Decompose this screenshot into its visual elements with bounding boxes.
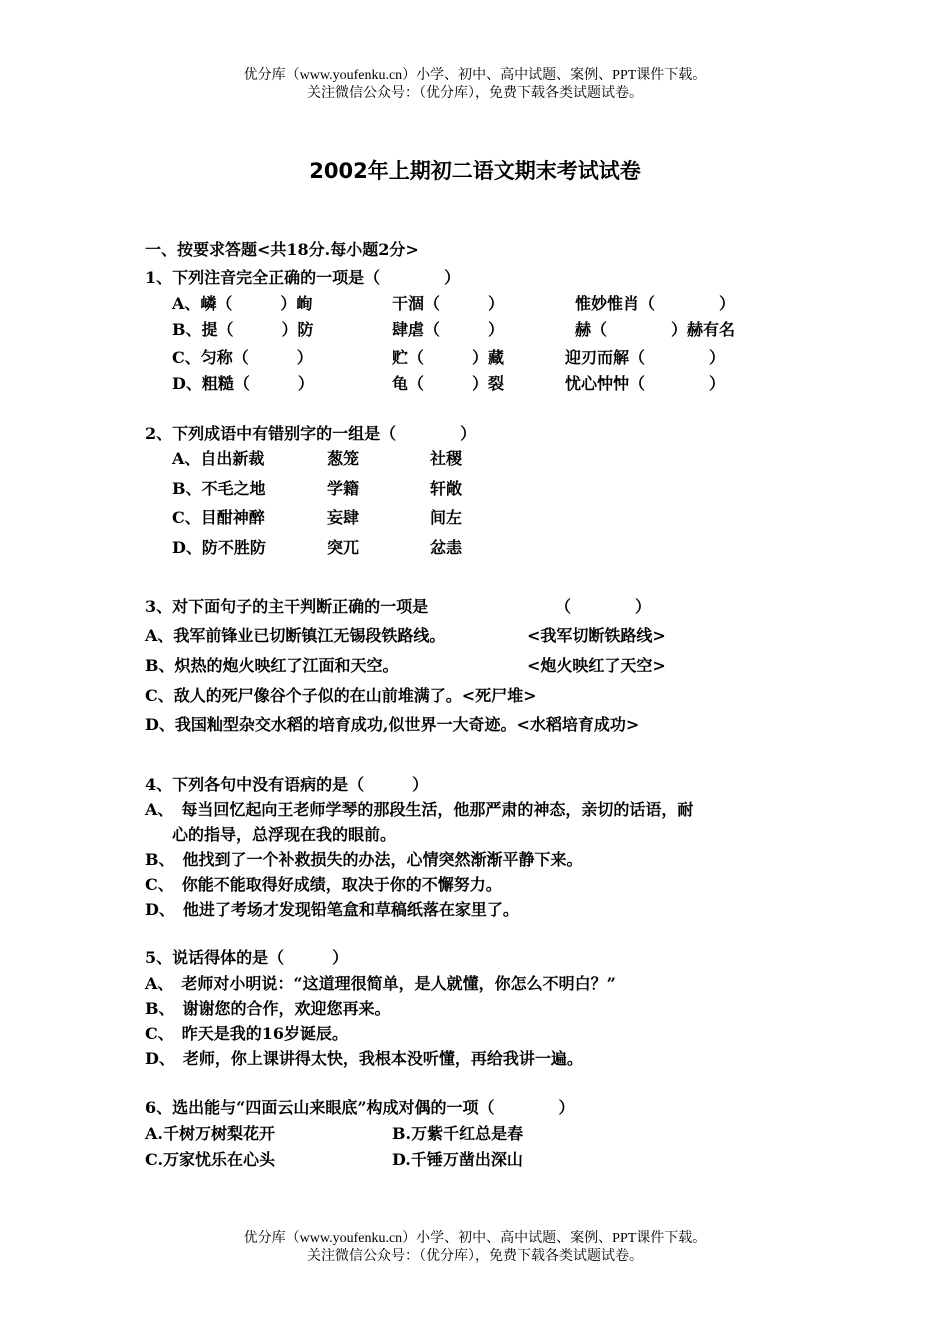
q3-option-d: D、我国籼型杂交水稻的培育成功,似世界一大奇迹。<水稻培育成功> <box>145 715 640 734</box>
q2-option-a-1: A、自出新裁 <box>172 449 265 468</box>
q3-option-a: A、我军前锋业已切断镇江无锡段铁路线。 <box>145 626 446 645</box>
q4-option-b: B、 他找到了一个补救损失的办法，心情突然渐渐平静下来。 <box>145 850 583 869</box>
header-line-1: 优分库（www.youfenku.cn）小学、初中、高中试题、案例、PPT课件下载。 <box>243 68 707 83</box>
q5-option-b: B、 谢谢您的合作，欢迎您再来。 <box>145 999 391 1018</box>
q1-option-c-3: 迎刃而解（ ） <box>565 348 726 367</box>
q4-option-c: C、 你能不能取得好成绩，取决于你的不懈努力。 <box>145 875 502 894</box>
q2-option-c-3: 间左 <box>430 508 463 527</box>
q2-option-d-2: 突兀 <box>327 538 360 557</box>
q6-option-b: B.万紫千红总是春 <box>392 1124 524 1143</box>
q4-stem: 4、下列各句中没有语病的是（ ） <box>145 775 429 794</box>
q2-stem: 2、下列成语中有错别字的一组是（ ） <box>145 424 477 443</box>
q1-option-b-3: 赫（ ）赫有名 <box>575 320 736 339</box>
q6-stem: 6、选出能与“四面云山来眼底”构成对偶的一项（ ） <box>145 1098 575 1117</box>
q1-option-c-1: C、匀称（ ） <box>172 348 313 367</box>
q6-option-c: C.万家忧乐在心头 <box>145 1150 276 1169</box>
q2-option-d-1: D、防不胜防 <box>172 538 266 557</box>
q1-option-c-2: 贮（ ）藏 <box>392 348 505 367</box>
q4-option-d: D、 他进了考场才发现铅笔盒和草稿纸落在家里了。 <box>145 900 519 919</box>
footer-line-1: 优分库（www.youfenku.cn）小学、初中、高中试题、案例、PPT课件下载。 <box>243 1231 707 1246</box>
q1-option-a-1: A、嶙（ ）峋 <box>172 294 313 313</box>
q1-option-d-3: 忧心忡忡（ ） <box>565 374 726 393</box>
q5-option-c: C、 昨天是我的16岁诞辰。 <box>145 1024 349 1043</box>
q3-option-c: C、敌人的死尸像谷个子似的在山前堆满了。<死尸堆> <box>145 686 537 705</box>
footer-line-2: 关注微信公众号：（优分库），免费下载各类试题试卷。 <box>307 1249 643 1264</box>
header-line-2: 关注微信公众号：（优分库），免费下载各类试题试卷。 <box>307 86 643 101</box>
q1-option-d-1: D、粗糙（ ） <box>172 374 314 393</box>
q2-option-c-1: C、目酣神醉 <box>172 508 265 527</box>
q1-option-b-1: B、提（ ）防 <box>172 320 314 339</box>
q3-option-b: B、炽热的炮火映红了江面和天空。 <box>145 656 399 675</box>
q1-option-a-2: 干涸（ ） <box>392 294 505 313</box>
q3-stem: 3、对下面句子的主干判断正确的一项是 <box>145 597 429 616</box>
q5-stem: 5、说话得体的是（ ） <box>145 948 349 967</box>
q2-option-d-3: 忿恚 <box>430 538 463 557</box>
page-title: 2002年上期初二语文期末考试试卷 <box>309 159 641 183</box>
q1-option-a-3: 惟妙惟肖（ ） <box>575 294 736 313</box>
q5-option-d: D、 老师，你上课讲得太快，我根本没听懂，再给我讲一遍。 <box>145 1049 583 1068</box>
q2-option-a-2: 葱笼 <box>327 449 360 468</box>
q6-option-d: D.千锤万凿出深山 <box>392 1150 523 1169</box>
q3-option-a-answer: <我军切断铁路线> <box>527 626 666 645</box>
q5-option-a: A、 老师对小明说：“这道理很简单，是人就懂，你怎么不明白？” <box>145 974 616 993</box>
section-heading: 一、按要求答题<共18分.每小题2分> <box>145 240 419 259</box>
q1-stem: 1、下列注音完全正确的一项是（ ） <box>145 268 461 287</box>
q3-answer-paren: （ ） <box>555 597 652 616</box>
q1-option-d-2: 龟（ ）裂 <box>392 374 505 393</box>
q4-option-a-line2: 心的指导，总浮现在我的眼前。 <box>172 825 397 844</box>
q2-option-b-3: 轩敞 <box>430 479 463 498</box>
q1-option-b-2: 肆虐（ ） <box>392 320 505 339</box>
q2-option-a-3: 社稷 <box>430 449 463 468</box>
q4-option-a-line1: A、 每当回忆起向王老师学琴的那段生活，他那严肃的神态，亲切的话语，耐 <box>145 800 694 819</box>
q2-option-c-2: 妄肆 <box>327 508 360 527</box>
q6-option-a: A.千树万树梨花开 <box>145 1124 275 1143</box>
q3-option-b-answer: <炮火映红了天空> <box>527 656 666 675</box>
q2-option-b-2: 学籍 <box>327 479 360 498</box>
q2-option-b-1: B、不毛之地 <box>172 479 266 498</box>
